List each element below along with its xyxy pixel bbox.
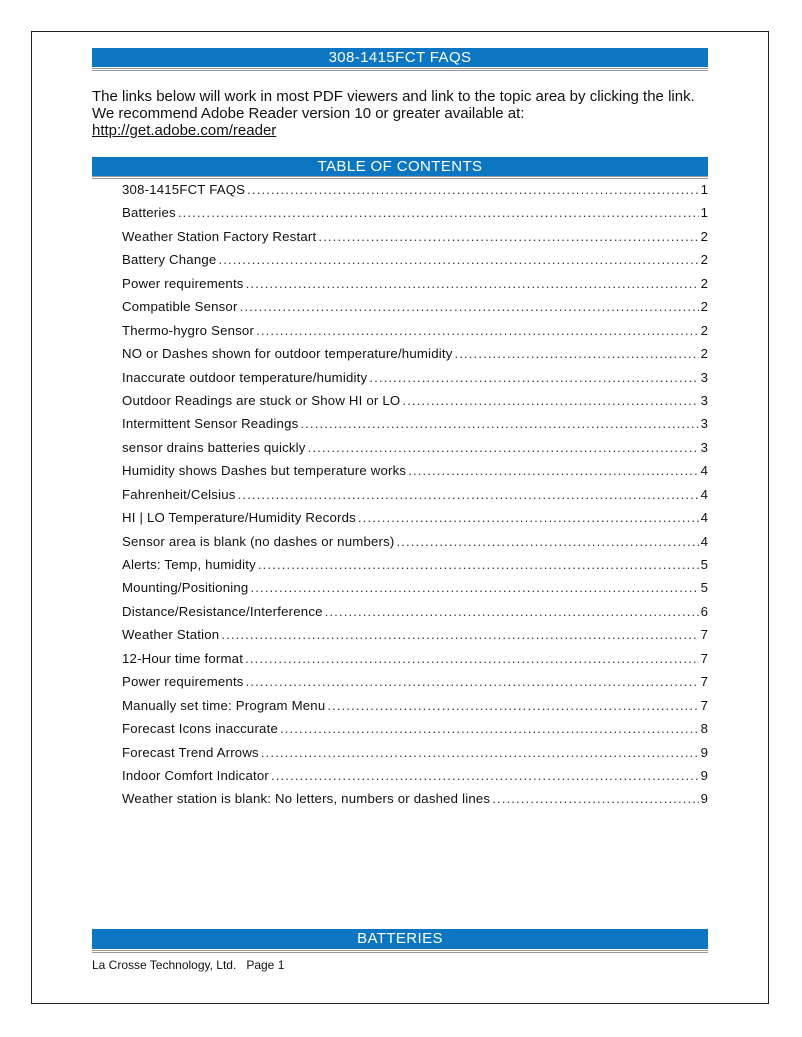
- toc-item-label: Power requirements: [122, 275, 244, 291]
- toc-item-label: NO or Dashes shown for outdoor temperature/humidity: [122, 346, 453, 362]
- toc-item-label: Power requirements: [122, 674, 244, 690]
- toc-leader: [256, 319, 699, 342]
- toc-item-label: Compatible Sensor: [122, 299, 238, 315]
- toc-item-page: 2: [700, 346, 708, 362]
- toc-item-page: 4: [700, 510, 708, 526]
- toc-item-label: Forecast Icons inaccurate: [122, 721, 278, 737]
- toc-leader: [492, 787, 698, 810]
- toc-item-label: 12-Hour time format: [122, 650, 244, 666]
- toc-item-label: Outdoor Readings are stuck or Show HI or LO: [122, 392, 401, 408]
- toc-item[interactable]: [122, 272, 708, 295]
- section-title: BATTERIES: [357, 930, 443, 947]
- toc-item-label: Humidity shows Dashes but temperature works: [122, 463, 407, 479]
- toc-item-label: Weather Station: [122, 627, 220, 643]
- toc-item[interactable]: [122, 694, 708, 717]
- toc-leader: [240, 295, 699, 318]
- divider: [92, 68, 708, 71]
- toc-item-page: 2: [700, 228, 708, 244]
- toc-title: TABLE OF CONTENTS: [317, 158, 483, 175]
- toc-item-label: Forecast Trend Arrows: [122, 744, 259, 760]
- toc-leader: [261, 741, 699, 764]
- toc-leader: [250, 576, 698, 599]
- toc-item-page: 2: [700, 275, 708, 291]
- toc-item-label: Alerts: Temp, humidity: [122, 557, 256, 572]
- toc-item-page: 7: [700, 697, 708, 713]
- toc-item-label: Thermo-hygro Sensor: [122, 322, 255, 338]
- toc-item-label: Intermittent Sensor Readings: [122, 416, 299, 432]
- toc-item[interactable]: [122, 248, 708, 271]
- toc-item[interactable]: [122, 530, 708, 553]
- page-footer: [92, 958, 284, 972]
- toc-item-label: Distance/Resistance/Interference: [122, 603, 323, 619]
- toc-item-label: Manually set time: Program Menu: [122, 697, 326, 713]
- toc-item-label: sensor drains batteries quickly: [122, 439, 306, 455]
- toc-item-page: 8: [700, 721, 708, 737]
- toc-item-label: Sensor area is blank (no dashes or numbers): [122, 533, 395, 549]
- toc-item-page: 7: [700, 627, 708, 643]
- toc-item-page: 2: [700, 252, 708, 268]
- toc-item-label: HI | LO Temperature/Humidity Records: [122, 510, 356, 526]
- toc-leader: [246, 670, 699, 693]
- toc-item-label: Weather Station Factory Restart: [122, 228, 317, 244]
- toc-item[interactable]: [122, 506, 708, 529]
- toc-leader: [402, 389, 698, 412]
- toc-item-page: 4: [700, 486, 708, 502]
- toc-item-label: Inaccurate outdoor temperature/humidity: [122, 369, 368, 385]
- toc-item[interactable]: [122, 459, 708, 482]
- toc-list: [122, 178, 708, 811]
- toc-leader: [280, 717, 699, 740]
- toc-leader: [178, 201, 699, 224]
- toc-item-page: 9: [700, 791, 708, 807]
- toc-leader: [218, 248, 698, 271]
- toc-leader: [221, 623, 698, 646]
- toc-item-page: 4: [700, 463, 708, 479]
- toc-item-page: 2: [700, 299, 708, 315]
- toc-item-page: 6: [700, 603, 708, 619]
- toc-leader: [408, 459, 698, 482]
- toc-leader: [247, 178, 698, 201]
- toc-leader: [455, 342, 699, 365]
- toc-leader: [246, 272, 699, 295]
- toc-leader: [358, 506, 699, 529]
- toc-item[interactable]: [122, 576, 708, 599]
- toc-item-page: 3: [700, 439, 708, 455]
- toc-item-page: 9: [700, 744, 708, 760]
- intro-text: The links below will work in most PDF viewers and link to the topic area by clicking the link. We recommend Adobe Reader version 10 or greater available at:: [92, 88, 695, 122]
- toc-leader: [238, 483, 699, 506]
- toc-leader: [327, 694, 698, 717]
- footer-company: La Crosse Technology, Ltd.: [92, 958, 237, 972]
- adobe-reader-link[interactable]: http://get.adobe.com/reader: [92, 122, 277, 139]
- toc-item[interactable]: [122, 342, 708, 365]
- toc-item-page: 7: [700, 650, 708, 666]
- toc-item-label: Battery Change: [122, 252, 217, 268]
- toc-item[interactable]: [122, 295, 708, 318]
- toc-item[interactable]: [122, 178, 708, 201]
- toc-item-label: Batteries: [122, 205, 176, 221]
- toc-leader: [369, 366, 698, 389]
- toc-leader: [325, 600, 699, 623]
- page-title: 308-1415FCT FAQS: [328, 49, 472, 66]
- toc-item[interactable]: [122, 201, 708, 224]
- toc-item[interactable]: [122, 553, 708, 576]
- toc-item[interactable]: [122, 225, 708, 248]
- toc-item-label: 308-1415FCT FAQS: [122, 182, 246, 197]
- toc-item-page: 3: [700, 392, 708, 408]
- toc-item-page: 7: [700, 674, 708, 690]
- toc-leader: [271, 764, 699, 787]
- toc-leader: [308, 436, 699, 459]
- toc-item[interactable]: [122, 389, 708, 412]
- page-title-bar: [92, 48, 708, 67]
- toc-leader: [245, 647, 699, 670]
- toc-item-page: 1: [700, 205, 708, 221]
- toc-item[interactable]: [122, 366, 708, 389]
- toc-item[interactable]: [122, 764, 708, 787]
- toc-item-page: 5: [700, 557, 708, 572]
- toc-leader: [258, 553, 699, 576]
- toc-item-page: 2: [700, 322, 708, 338]
- toc-item[interactable]: [122, 741, 708, 764]
- toc-item[interactable]: [122, 717, 708, 740]
- toc-item-page: 5: [700, 580, 708, 596]
- toc-item-page: 1: [700, 182, 708, 197]
- toc-item[interactable]: [122, 319, 708, 342]
- toc-title-bar: [92, 157, 708, 177]
- toc-leader: [318, 225, 698, 248]
- toc-item-label: Weather station is blank: No letters, numbers or dashed lines: [122, 791, 491, 807]
- toc-item[interactable]: [122, 623, 708, 646]
- toc-item-label: Indoor Comfort Indicator: [122, 767, 269, 783]
- toc-item[interactable]: [122, 647, 708, 670]
- footer-page: Page 1: [246, 958, 285, 972]
- toc-item[interactable]: [122, 600, 708, 623]
- toc-item[interactable]: [122, 787, 708, 810]
- toc-item-label: Fahrenheit/Celsius: [122, 486, 236, 502]
- divider: [92, 950, 708, 953]
- toc-item[interactable]: [122, 412, 708, 435]
- intro-block: [92, 88, 712, 139]
- toc-leader: [397, 530, 699, 553]
- toc-item[interactable]: [122, 436, 708, 459]
- toc-item-page: 4: [700, 533, 708, 549]
- toc-item-page: 3: [700, 416, 708, 432]
- toc-leader: [300, 412, 698, 435]
- toc-item[interactable]: [122, 483, 708, 506]
- toc-item[interactable]: [122, 670, 708, 693]
- toc-item-page: 9: [700, 767, 708, 783]
- toc-item-label: Mounting/Positioning: [122, 580, 249, 596]
- toc-item-page: 3: [700, 369, 708, 385]
- section-title-bar: [92, 929, 708, 949]
